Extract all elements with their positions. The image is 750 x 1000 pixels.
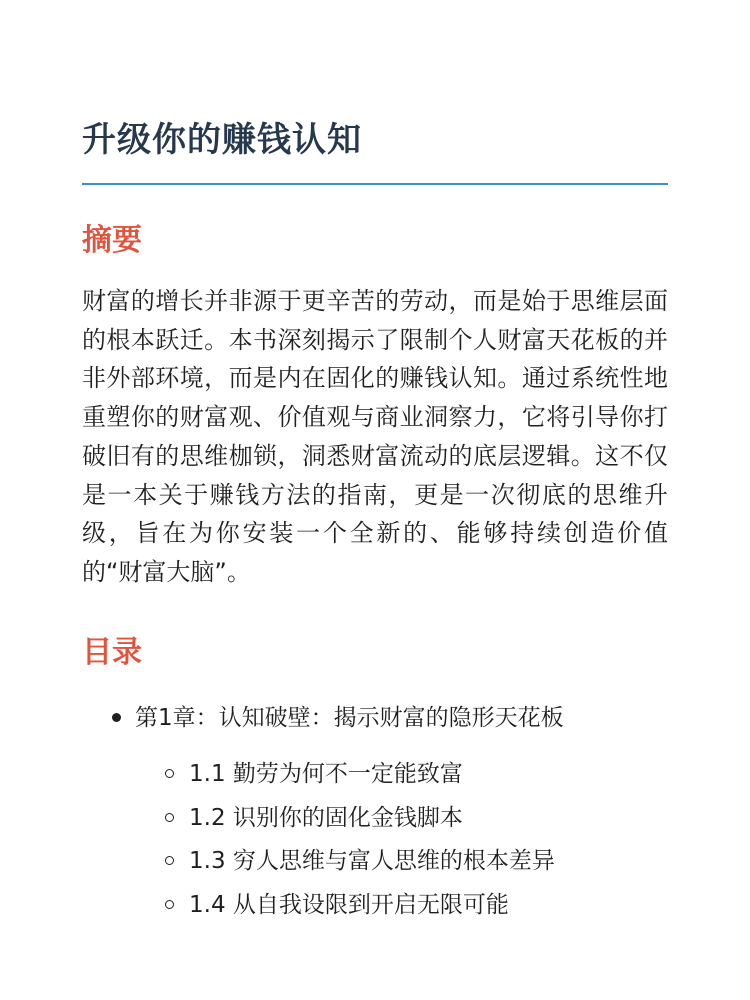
document-title: 升级你的赚钱认知 (82, 120, 362, 160)
toc-section-item (165, 800, 665, 836)
toc-section-label: 1.3 穷人思维与富人思维的根本差异 (189, 848, 555, 874)
toc-heading: 目录 (82, 635, 142, 670)
toc-section-item (165, 756, 665, 792)
bullet-circle-icon (165, 900, 174, 909)
abstract-heading: 摘要 (82, 223, 142, 258)
toc-section-item (165, 843, 665, 879)
abstract-text: 财富的增长并非源于更辛苦的劳动，而是始于思维层面的根本跃迁。本书深刻揭示了限制个人财富天花板的并非外部环境，而是内在固化的赚钱认知。通过系统性地重塑你的财富观、价值观与商业洞察力，它将引导你打破旧有的思维枷锁，洞悉财富流动的底层逻辑。这不仅是一本关于赚钱方法的指南，更是一次彻底的思维升级，旨在为你安装一个全新的、能够持续创造价值的“财富大脑”。 (82, 287, 668, 586)
title-divider (82, 183, 668, 185)
bullet-circle-icon (165, 856, 174, 865)
bullet-disc-icon (112, 713, 121, 722)
toc-section-label: 1.1 勤劳为何不一定能致富 (189, 761, 463, 787)
toc-section-label: 1.2 识别你的固化金钱脚本 (189, 805, 463, 831)
toc-section-item (165, 887, 665, 923)
toc-section-label: 1.4 从自我设限到开启无限可能 (189, 892, 509, 918)
toc-chapter-label: 第1章：认知破壁：揭示财富的隐形天花板 (135, 705, 564, 731)
bullet-circle-icon (165, 813, 174, 822)
bullet-circle-icon (165, 769, 174, 778)
